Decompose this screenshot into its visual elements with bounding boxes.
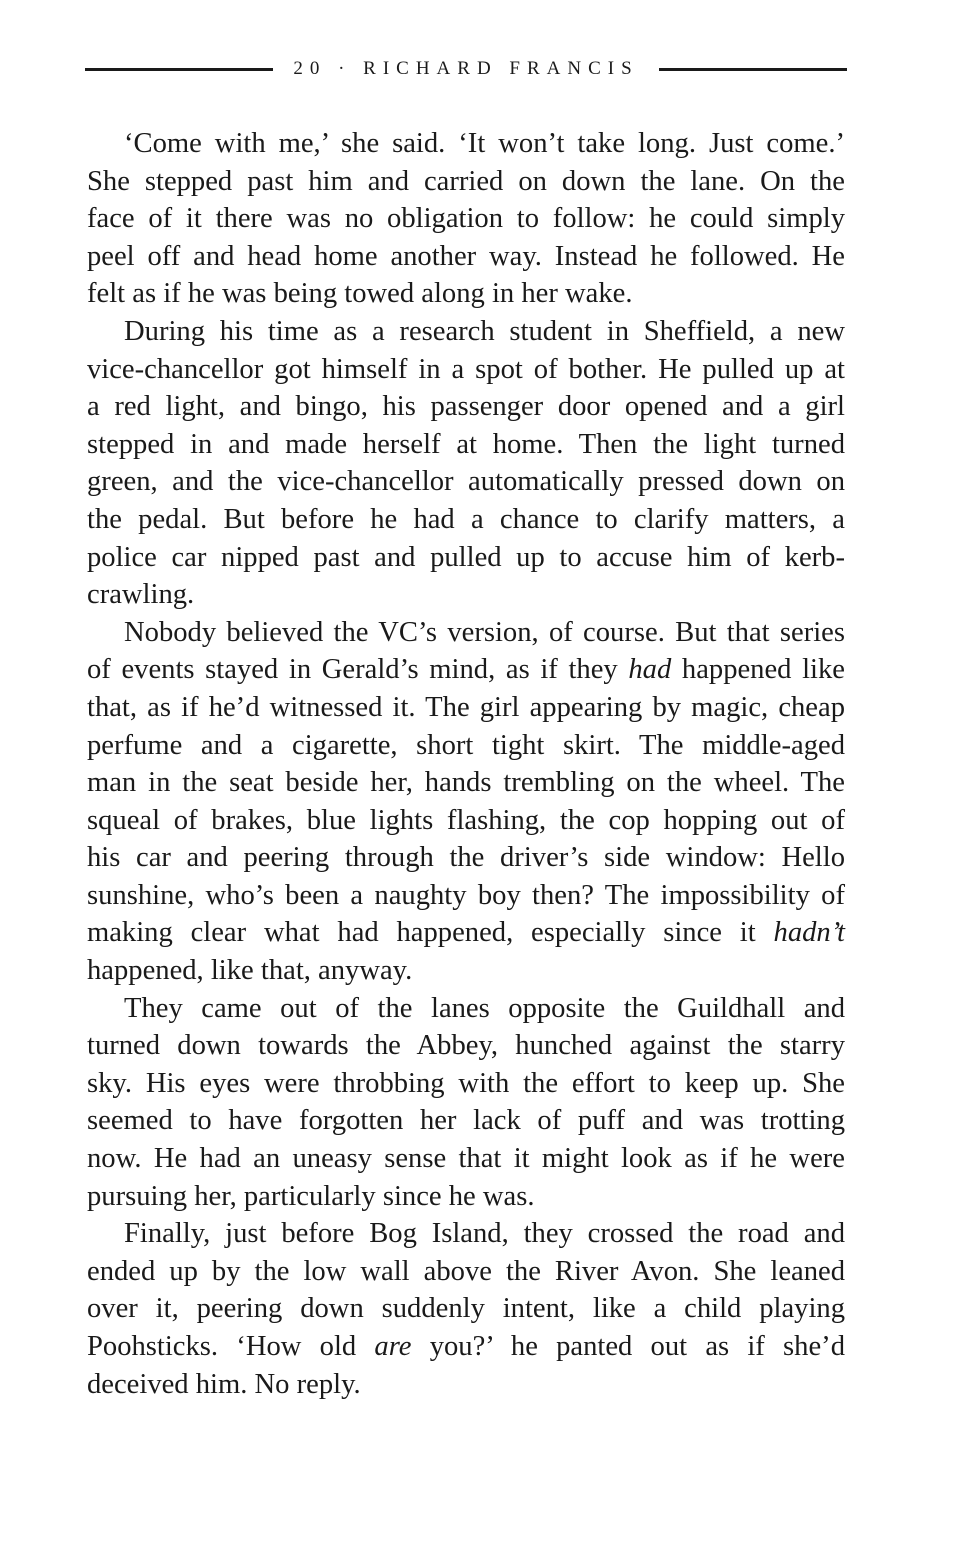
text-line: police car nipped past and pulled up to accuse him of kerb-	[87, 541, 845, 573]
text-line: Poohsticks. ‘How old are you?’ he panted out as if she’d	[87, 1331, 845, 1362]
author-name: RICHARD FRANCIS	[363, 58, 639, 79]
italic-emphasis: had	[628, 654, 672, 686]
text-line: ‘Come with me,’ she said. ‘It won’t take long. Just come.’	[124, 128, 845, 159]
text-line: a red light, and bingo, his passenger door opened and a girl	[87, 391, 845, 423]
text-line: vice-chancellor got himself in a spot of bother. He pulled up at	[87, 353, 845, 385]
text-line: deceived him. No reply.	[87, 1368, 361, 1400]
text-line: She stepped past him and carried on down the lane. On the	[87, 165, 845, 197]
running-head-separator: ·	[338, 58, 352, 79]
text-line: felt as if he was being towed along in her wake.	[87, 278, 633, 310]
body-text	[87, 125, 845, 1403]
text-line: happened, like that, anyway.	[87, 955, 413, 987]
text-line: During his time as a research student in Sheffield, a new	[124, 315, 845, 347]
text-line: face of it there was no obligation to follow: he could simply	[87, 203, 845, 235]
running-head	[85, 52, 847, 86]
text-line: stepped in and made herself at home. Then the light turned	[87, 428, 845, 460]
paragraph	[87, 313, 845, 614]
text-line: man in the seat beside her, hands trembling on the wheel. The	[87, 767, 845, 799]
text-line: his car and peering through the driver’s side window: Hello	[87, 842, 845, 874]
text-line: pursuing her, particularly since he was.	[87, 1180, 535, 1212]
running-head-text	[273, 58, 658, 80]
left-rule	[85, 68, 273, 71]
text-line: of events stayed in Gerald’s mind, as if they had happened like	[87, 654, 845, 686]
paragraph	[87, 125, 845, 313]
right-rule	[659, 68, 847, 71]
text-line: They came out of the lanes opposite the Guildhall and	[124, 992, 845, 1024]
paragraph	[87, 990, 845, 1216]
paragraph	[87, 1215, 845, 1403]
page-number: 20	[293, 58, 327, 79]
paragraph	[87, 614, 845, 990]
text-line: green, and the vice-chancellor automatically pressed down on	[87, 466, 845, 498]
text-line: crawling.	[87, 579, 195, 611]
text-line: turned down towards the Abbey, hunched against the starry	[87, 1030, 845, 1062]
text-line: making clear what had happened, especially since it hadn’t	[87, 917, 845, 949]
text-line: peel off and head home another way. Instead he followed. He	[87, 240, 845, 272]
text-line: squeal of brakes, blue lights flashing, the cop hopping out of	[87, 804, 845, 836]
text-line: ended up by the low wall above the River Avon. She leaned	[87, 1255, 845, 1287]
text-line: perfume and a cigarette, short tight skirt. The middle-aged	[87, 729, 845, 761]
text-line: Finally, just before Bog Island, they crossed the road and	[124, 1218, 845, 1250]
text-line: the pedal. But before he had a chance to clarify matters, a	[87, 503, 845, 535]
text-line: over it, peering down suddenly intent, like a child playing	[87, 1293, 845, 1325]
text-line: sky. His eyes were throbbing with the effort to keep up. She	[87, 1067, 845, 1099]
text-line: seemed to have forgotten her lack of puff and was trotting	[87, 1105, 845, 1137]
text-line: sunshine, who’s been a naughty boy then? The impossibility of	[87, 879, 845, 911]
italic-emphasis: hadn’t	[773, 917, 845, 949]
italic-emphasis: are	[374, 1331, 412, 1362]
text-line: now. He had an uneasy sense that it might look as if he were	[87, 1143, 845, 1175]
text-line: that, as if he’d witnessed it. The girl appearing by magic, cheap	[87, 691, 845, 723]
text-line: Nobody believed the VC’s version, of course. But that series	[124, 616, 845, 648]
